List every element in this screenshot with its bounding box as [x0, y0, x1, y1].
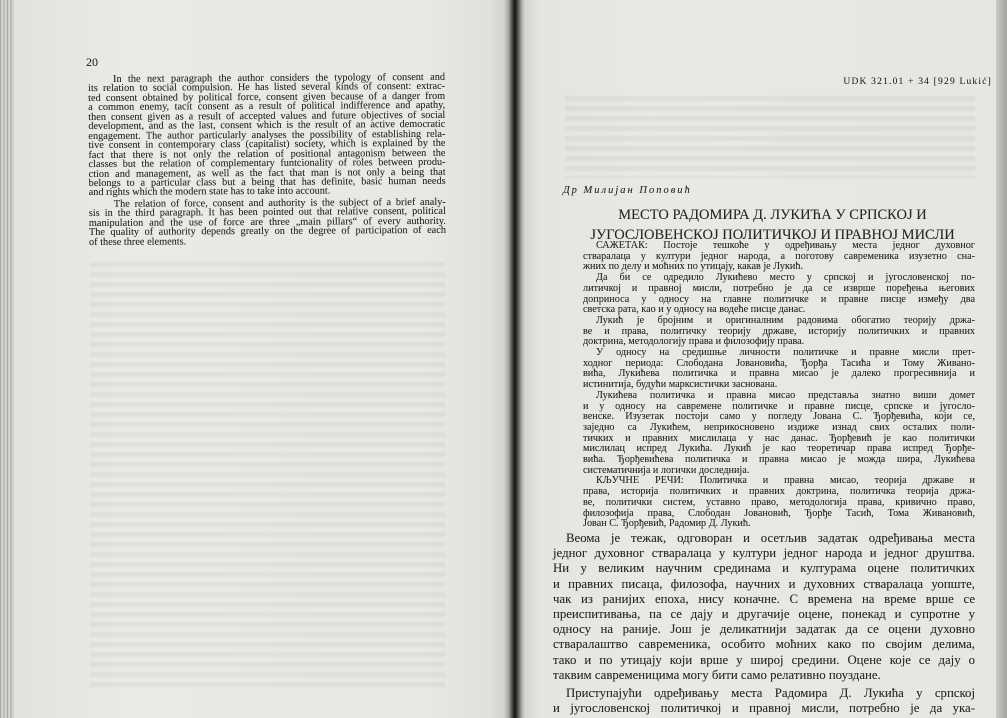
abstract-line: вића, Лукићева политичка и правна мисао је далеко прогресивнија и	[583, 368, 975, 380]
abstract-paragraph	[583, 348, 975, 391]
abstract	[583, 241, 975, 530]
abstract-paragraph	[583, 273, 975, 316]
abstract-line: доприноса у односу на главне политичке и правне писце између два	[583, 293, 975, 305]
title-line: МЕСТО РАДОМИРА Д. ЛУКИЋА У СРПСКОЈ И	[618, 207, 927, 223]
summary-line: development, and as the last, consent which is the result of an active democratic	[88, 119, 446, 133]
summary-line: ted consent obtained by political force, consent given because of a danger from	[88, 90, 446, 104]
abstract-line: вића. Ђорђевићева политичка и правна мисао је можда шира, Лукићева	[583, 454, 975, 466]
abstract-line: ве, политички систем, уставно право, методологија права, кривично право,	[583, 496, 975, 508]
abstract-line: истинитија, будући марксистички заснована.	[583, 379, 778, 391]
abstract-line: и у односу на савремене политичке и правне писце, српске и југосло-	[583, 400, 975, 412]
abstract-line: литичкој и правној мисли, потребно је да се изврше поређења његових	[583, 282, 975, 294]
show-through-texture	[90, 262, 445, 692]
body-line: тако и по утицају који врше у широј средини. Оцене које се дају о	[553, 652, 975, 667]
abstract-line: доктрина, методологију права и филозофију права.	[583, 336, 805, 348]
summary-line: ction and management, as well as the fact that man is not only a being that	[88, 166, 446, 180]
body-paragraph	[553, 531, 975, 683]
summary-line: tive consent in contemporary class (capitalist) society, which is explained by the	[88, 137, 446, 152]
page-edges-right	[996, 0, 1007, 718]
summary-paragraph	[89, 198, 446, 247]
abstract-line: систематичнија и логички доследнија.	[583, 464, 750, 476]
body-line: Приступајући одређивању места Радомира Д. Лукића у српској	[566, 686, 975, 701]
abstract-paragraph	[583, 391, 975, 477]
abstract-line: права, историја политичких и правних доктрина, политичка теорија држа-	[583, 486, 975, 498]
body-line: Веома је тежак, одговоран и осетљив задатак одређивања места	[566, 531, 975, 545]
abstract-line: тичких и правних мислилаца у нас данас. Ђорђевић је као политички	[583, 432, 975, 444]
show-through-texture	[565, 96, 975, 178]
summary-paragraph	[88, 73, 446, 198]
english-summary	[88, 73, 446, 247]
summary-line: a common enemy, tacit consent as a result of political indifference and apathy,	[88, 100, 446, 114]
abstract-line: стваралаца у култури једног народа, а поготову савременика изузетно сна-	[583, 250, 975, 262]
body-line: једног духовног стваралаца у култури једног народа и једног друштва.	[553, 546, 975, 561]
article-title	[560, 205, 985, 245]
summary-line: engagement. The author particularly analyses the possibility of establishing rela-	[88, 128, 446, 142]
abstract-line: Јован С. Ђорђевић, Радомир Д. Лукић.	[583, 518, 751, 530]
abstract-line: светска рата, као и у односу на водеће писце данас.	[583, 304, 806, 316]
abstract-paragraph	[583, 241, 975, 273]
article-body	[553, 531, 975, 716]
author-name: Др Милијан Поповић	[563, 185, 692, 196]
summary-line: then consent given as a result of accepted values and future objectives of social	[88, 109, 446, 123]
summary-line: manipulation and the use of force are three „main pillars“ of every authority.	[88, 215, 446, 229]
body-line: преиспитивања, па се дају и другачије оцене, понекад и супротне у	[553, 607, 975, 622]
abstract-line: жних по делу и моћних по утицају, какав је Лукић.	[583, 261, 804, 273]
summary-line: The quality of authority depends greatly on the degree of participation of each	[88, 225, 446, 239]
udk-classification: UDK 321.01 + 34 [929 Lukić]	[843, 77, 992, 87]
abstract-line: заједно са Лукићем, неприкосновено издиже изнад свих осталих поли-	[583, 421, 975, 433]
body-line: и југословенској политичкој и правној мисли, потребно је да ука-	[553, 701, 975, 716]
abstract-paragraph	[583, 316, 975, 348]
body-line: таквим савременицима могу бити само релативно поуздане.	[553, 667, 881, 682]
summary-line: classes but the relation of complementary funtcionality of roles between produ-	[88, 156, 446, 171]
title-line: ЈУГОСЛОВЕНСКОЈ ПОЛИТИЧКОЈ И ПРАВНОЈ МИСЛИ	[590, 227, 955, 243]
right-page	[525, 0, 1007, 718]
summary-line: The relation of force, consent and authority is the subject of a brief analy-	[113, 196, 446, 210]
body-line: стваралаштво савременика, особито моћних како по својим делима,	[553, 637, 975, 652]
abstract-line: Да би се одредило Лукићево место у српској и југословенској по-	[596, 272, 975, 284]
abstract-line: Лукићева политичка и правна мисао представља знатно виши домет	[596, 389, 975, 401]
keywords-paragraph	[583, 476, 975, 530]
abstract-line: ве и права, политичку теорију државе, историју политичких и правних	[583, 325, 975, 337]
page-edges-left	[0, 0, 14, 718]
summary-line: fact that there is not only the relation of positional antagonism between the	[88, 147, 446, 161]
page-number: 20	[86, 55, 98, 69]
abstract-line: мислилац испред Лукића. Лукић је као теоретичар права испред Ђорђе-	[583, 443, 975, 455]
summary-line: of these three elements.	[88, 236, 187, 248]
left-page	[0, 0, 503, 718]
summary-line: belongs to a particular class but a being that has definite, basic human needs	[88, 175, 446, 189]
abstract-line: КЉУЧНЕ РЕЧИ: Политичка и правна мисао, теорија државе и	[596, 475, 975, 487]
abstract-line: венске. Изузетак постоји само у погледу Јована С. Ђорђевића, који се,	[583, 411, 975, 423]
summary-line: sis in the third paragraph. It has been pointed out that relative consent, political	[88, 206, 446, 220]
body-paragraph	[553, 686, 975, 716]
body-line: и правних писаца, филозофа, научних и духовних стваралаца уопште,	[553, 576, 975, 591]
body-line: Ни у великим научним срединама и културама оцене политичких	[553, 561, 975, 576]
abstract-line: САЖЕТАК: Постоје тешкоће у одређивању места једног духовног	[596, 240, 975, 251]
abstract-line: ходног периода: Слободана Јовановића, Ђорђа Тасића и Тому Живано-	[583, 357, 975, 369]
abstract-line: филозофија права, Слободан Јовановић, Ђорђе Тасић, Тома Живановић,	[583, 507, 975, 519]
body-line: односу на раније. Још је деликатнији задатак да се оцени духовно	[553, 622, 975, 637]
body-line: чак из ранијих епоха, нису коначне. С времена на време врше се	[553, 591, 975, 606]
summary-line: its relation to social compulsion. He has listed several kinds of consent: extrac-	[88, 81, 446, 95]
summary-line: In the next paragraph the author considers the typology of consent and	[112, 71, 446, 85]
book-gutter	[503, 0, 525, 718]
abstract-line: Лукић је бројним и оригиналним радовима обогатио теорију држа-	[596, 314, 975, 326]
abstract-line: У односу на средишње личности политичке и правне мисли прет-	[596, 347, 975, 359]
summary-line: and rights which the modern state has to take into account.	[88, 185, 331, 199]
